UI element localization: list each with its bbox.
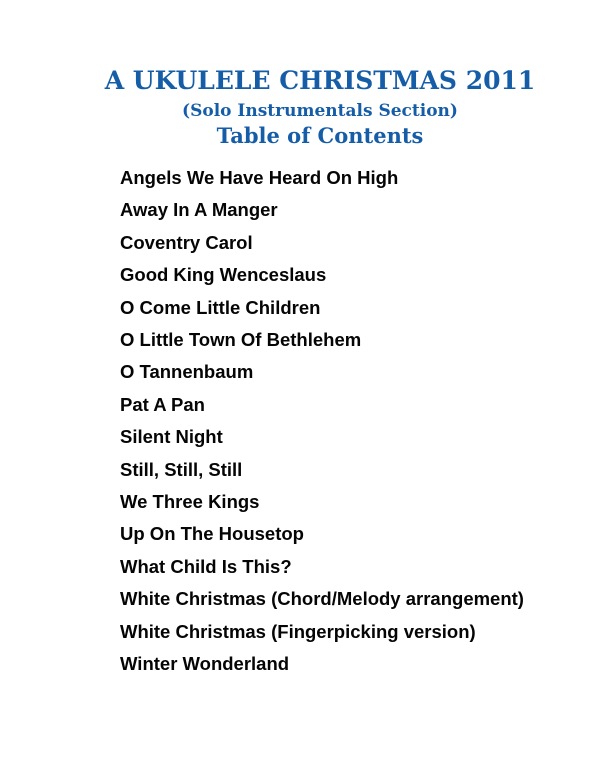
toc-item: Coventry Carol [120,231,253,253]
toc-item: Good King Wenceslaus [120,264,327,286]
toc-item: O Little Town Of Bethlehem [120,329,362,351]
toc-item: Away In A Manger [120,199,278,221]
toc-item: We Three Kings [120,491,260,513]
toc-item: O Tannenbaum [120,361,254,383]
toc-heading: Table of Contents [216,123,424,148]
document-subtitle: (Solo Instrumentals Section) [182,101,458,121]
table-of-contents-list [120,162,600,681]
toc-item: Angels We Have Heard On High [120,167,399,188]
toc-item: Up On The Housetop [120,523,304,545]
toc-item: O Come Little Children [120,296,321,318]
toc-item: Pat A Pan [120,393,205,415]
document-header [40,64,600,148]
document-title: A UKULELE CHRISTMAS 2011 [104,66,536,95]
toc-item: Still, Still, Still [120,458,243,480]
toc-item: What Child Is This? [120,555,292,577]
toc-item: Silent Night [120,426,223,448]
toc-item: White Christmas (Fingerpicking version) [120,620,476,642]
toc-item: White Christmas (Chord/Melody arrangement) [120,588,524,610]
toc-item: Winter Wonderland [120,653,290,675]
